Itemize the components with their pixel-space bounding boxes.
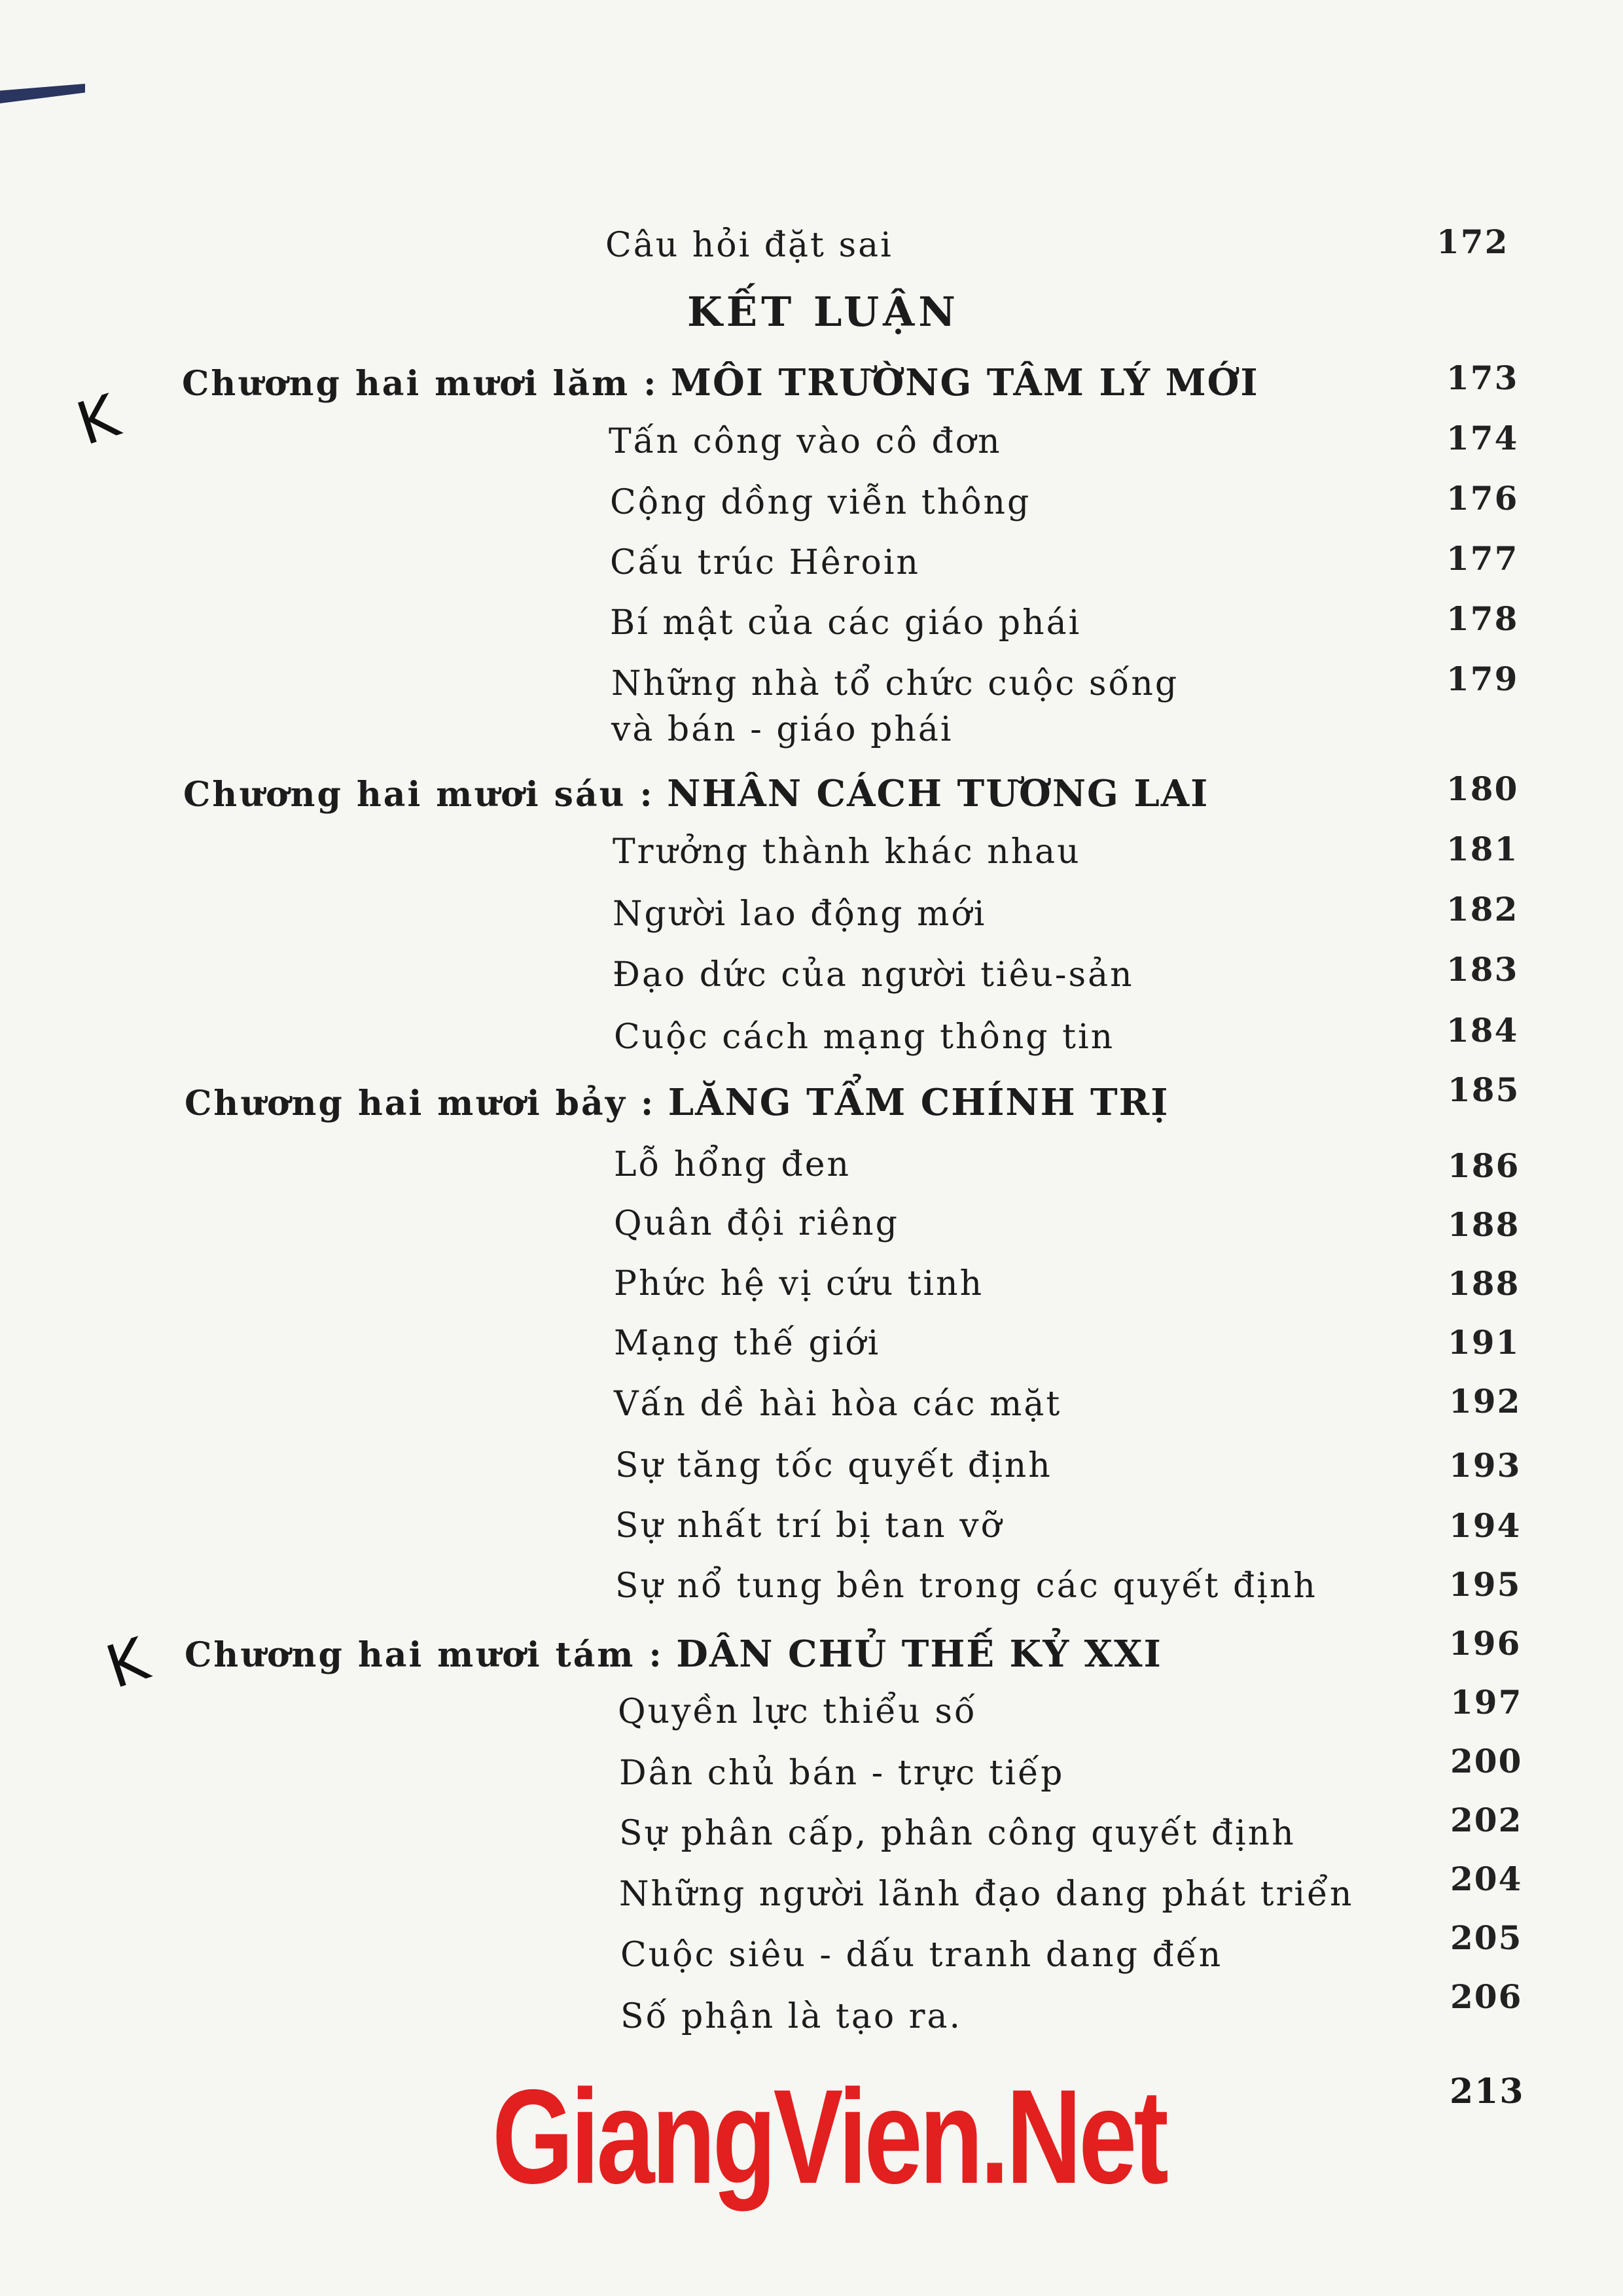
section-title: Số phận là tạo ra. [620,1997,963,2036]
section-page: 200 [1450,1742,1523,1780]
section-title: Trưởng thành khác nhau [613,832,1081,872]
section-title: Người lao động mới [613,894,987,934]
toc-entry-title: Câu hỏi đặt sai [605,226,893,265]
chapter-heading [183,772,1209,815]
section-title: Cuộc siêu - dấu tranh dang đến [620,1935,1223,1975]
chapter-title: MÔI TRƯỜNG TÂM LÝ MỚI [670,361,1259,404]
section-title: Sự phân cấp, phân công quyết định [619,1814,1296,1853]
chapter-page: 180 [1446,769,1519,808]
chapter-page: 196 [1449,1624,1522,1663]
chapter-title: LĂNG TẨM CHÍNH TRỊ [668,1081,1169,1124]
section-page: 191 [1448,1323,1520,1362]
section-title: Cấu trúc Hêroin [610,543,920,582]
chapter-label: Chương hai mươi sáu : [183,775,654,815]
section-page: 194 [1449,1506,1522,1545]
section-title-continued: và bán - giáo phái [611,710,954,749]
section-title: Quân đội riêng [614,1204,899,1243]
section-title: Phức hệ vị cứu tinh [614,1264,984,1303]
section-title: Những người lãnh đạo dang phát triển [619,1875,1354,1914]
section-page: 179 [1446,660,1519,698]
section-page: 178 [1446,599,1519,638]
section-page: 186 [1448,1146,1520,1185]
chapter-heading [185,1081,1169,1124]
section-page: 188 [1448,1264,1520,1303]
section-page: 206 [1450,1977,1523,2016]
chapter-heading [182,361,1259,404]
chapter-page: 173 [1446,359,1519,397]
section-title: Dân chủ bán - trực tiếp [619,1754,1065,1793]
section-title: Sự nổ tung bên trong các quyết định [615,1566,1317,1606]
chapter-title: DÂN CHỦ THẾ KỶ XXI [676,1633,1162,1676]
section-page: 177 [1446,539,1519,578]
section-page: 202 [1450,1801,1523,1839]
section-title: Vấn dề hài hòa các mặt [614,1385,1062,1424]
section-page: 197 [1450,1683,1523,1722]
handwritten-mark: K [98,1625,156,1703]
chapter-title: NHÂN CÁCH TƯƠNG LAI [667,772,1209,815]
final-page-number: 213 [1450,2072,1525,2111]
section-page: 204 [1450,1860,1523,1898]
section-title: Bí mật của các giáo phái [610,603,1082,643]
scan-edge-mark [0,84,85,103]
section-page: 195 [1449,1565,1522,1604]
chapter-label: Chương hai mươi lăm : [182,364,658,404]
conclusion-heading: KẾT LUẬN [687,288,959,336]
section-title: Sự tăng tốc quyết định [615,1446,1052,1485]
section-page: 184 [1446,1011,1519,1050]
section-page: 176 [1446,479,1519,518]
section-page: 181 [1446,830,1519,868]
section-title: Đạo dức của người tiêu-sản [613,955,1134,995]
section-title: Lỗ hổng đen [614,1145,851,1184]
toc-entry-page: 172 [1436,222,1509,261]
section-title: Những nhà tổ chức cuộc sống [611,664,1179,703]
section-page: 182 [1446,890,1519,928]
section-title: Tấn công vào cô đơn [609,422,1002,461]
section-title: Cuộc cách mạng thông tin [614,1017,1115,1057]
section-page: 205 [1450,1918,1523,1957]
chapter-heading [185,1633,1162,1676]
section-title: Mạng thế giới [614,1324,881,1363]
section-page: 192 [1449,1382,1522,1421]
section-page: 174 [1446,419,1519,457]
handwritten-mark: K [69,381,127,459]
chapter-label: Chương hai mươi bảy : [185,1084,656,1123]
section-page: 193 [1449,1446,1522,1485]
section-page: 188 [1448,1205,1520,1244]
section-page: 183 [1446,950,1519,989]
section-title: Cộng dồng viễn thông [610,483,1031,522]
chapter-label: Chương hai mươi tám : [185,1635,664,1675]
chapter-page: 185 [1448,1070,1520,1109]
watermark-logo: GiangVien.Net [492,2062,1166,2212]
section-title: Sự nhất trí bị tan vỡ [615,1506,1003,1545]
section-title: Quyền lực thiểu số [618,1692,977,1731]
